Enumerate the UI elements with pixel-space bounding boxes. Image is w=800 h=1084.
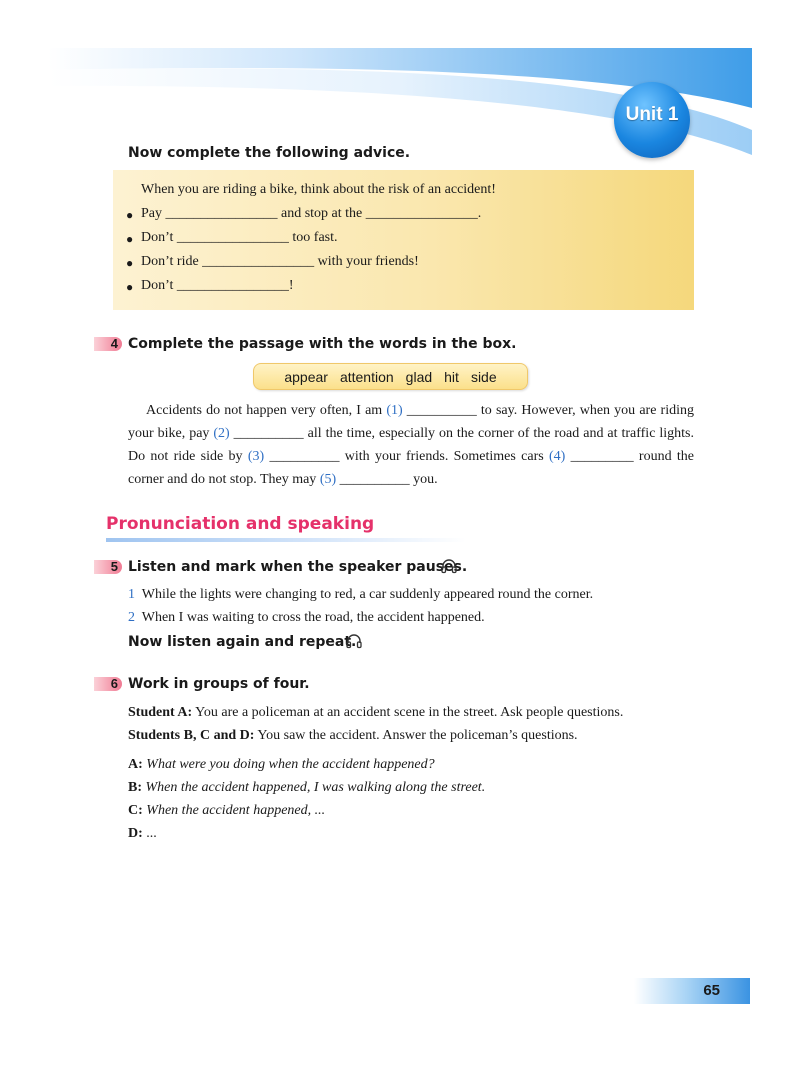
sentence-number: 2	[128, 610, 135, 625]
role-bcd	[128, 728, 578, 744]
passage-text[interactable]: _________ round the corner and do not stop. They may	[128, 449, 695, 487]
role-label: Student A:	[128, 705, 193, 720]
bullet-icon: ●	[126, 256, 134, 270]
dialogue-text: What were you doing when the accident happened?	[146, 757, 435, 772]
sentence-text: When I was waiting to cross the road, the accident happened.	[141, 610, 485, 625]
exercise-4-number: 4	[94, 337, 122, 351]
word-item: glad	[405, 368, 433, 385]
bullet-icon: ●	[126, 232, 134, 246]
role-label: Students B, C and D:	[128, 728, 255, 743]
section-title: Pronunciation and speaking	[106, 514, 375, 534]
advice-item[interactable]: Don’t ________________!	[141, 278, 294, 293]
exercise-5-instruction: Listen and mark when the speaker pauses.	[128, 559, 468, 575]
role-a	[128, 705, 623, 721]
section-underline	[106, 538, 466, 542]
word-item: appear	[284, 368, 328, 385]
unit-label: Unit 1	[625, 104, 679, 125]
passage-text[interactable]: __________ you.	[336, 472, 438, 487]
role-text: You saw the accident. Answer the policeman’s questions.	[254, 728, 578, 743]
passage-text[interactable]: __________ all the time, especially on the corner of the road and at traffic lights. Do not ride side by	[128, 426, 694, 464]
word-box	[253, 363, 528, 390]
speaker: C	[128, 803, 139, 818]
blank-number: (2)	[213, 426, 230, 441]
passage-text[interactable]: __________ with your friends. Sometimes cars	[264, 449, 549, 464]
dialogue-line: B: When the accident happened, I was walking along the street.	[128, 780, 486, 795]
passage	[128, 399, 694, 491]
unit-badge	[614, 82, 690, 158]
word-item: attention	[339, 368, 394, 385]
advice-instruction: Now complete the following advice.	[128, 145, 411, 161]
exercise-6-instruction: Work in groups of four.	[128, 676, 310, 692]
speaker: D	[128, 826, 139, 841]
speaker: B	[128, 780, 138, 795]
advice-item[interactable]: Pay ________________ and stop at the ________________.	[141, 206, 482, 221]
sentence-number: 1	[128, 587, 135, 602]
advice-item[interactable]: Don’t ________________ too fast.	[141, 230, 338, 245]
blank-number: (3)	[247, 449, 265, 464]
sentence-1	[128, 587, 593, 603]
bullet-icon: ●	[126, 280, 134, 294]
exercise-6-number: 6	[94, 677, 122, 691]
blank-number: (1)	[386, 403, 403, 418]
passage-text: Accidents do not happen very often, I am	[146, 403, 387, 418]
dialogue-text: ...	[146, 826, 157, 841]
sentence-text: While the lights were changing to red, a car suddenly appeared round the corner.	[141, 587, 594, 602]
dialogue-line: A: What were you doing when the accident happened?	[128, 757, 435, 772]
role-text: You are a policeman at an accident scene in the street. Ask people questions.	[192, 705, 624, 720]
bullet-icon: ●	[126, 208, 134, 222]
speaker: A	[128, 757, 139, 772]
word-item: hit	[444, 368, 459, 385]
word-item: side	[470, 368, 497, 385]
dialogue-line: C: When the accident happened, ...	[128, 803, 326, 818]
exercise-5-number: 5	[94, 560, 122, 574]
blank-number: (4)	[549, 449, 566, 464]
headphones-icon[interactable]	[346, 633, 362, 649]
advice-intro: When you are riding a bike, think about the risk of an accident!	[141, 182, 496, 197]
advice-box	[113, 170, 694, 310]
sentence-2	[128, 610, 485, 626]
passage-text[interactable]: __________ to say. However, when you are riding your bike, pay	[128, 403, 694, 441]
page-number-tab	[634, 978, 750, 1004]
dialogue-text: When the accident happened, ...	[146, 803, 326, 818]
dialogue-text: When the accident happened, I was walking along the street.	[145, 780, 486, 795]
dialogue-line: D: ...	[128, 826, 157, 841]
advice-item[interactable]: Don’t ride ________________ with your friends!	[141, 254, 419, 269]
blank-number: (5)	[319, 472, 337, 487]
page-number: 65	[703, 982, 720, 999]
exercise-4-instruction: Complete the passage with the words in the box.	[128, 336, 517, 352]
repeat-instruction: Now listen again and repeat.	[128, 634, 357, 650]
headphones-icon[interactable]	[441, 558, 457, 574]
